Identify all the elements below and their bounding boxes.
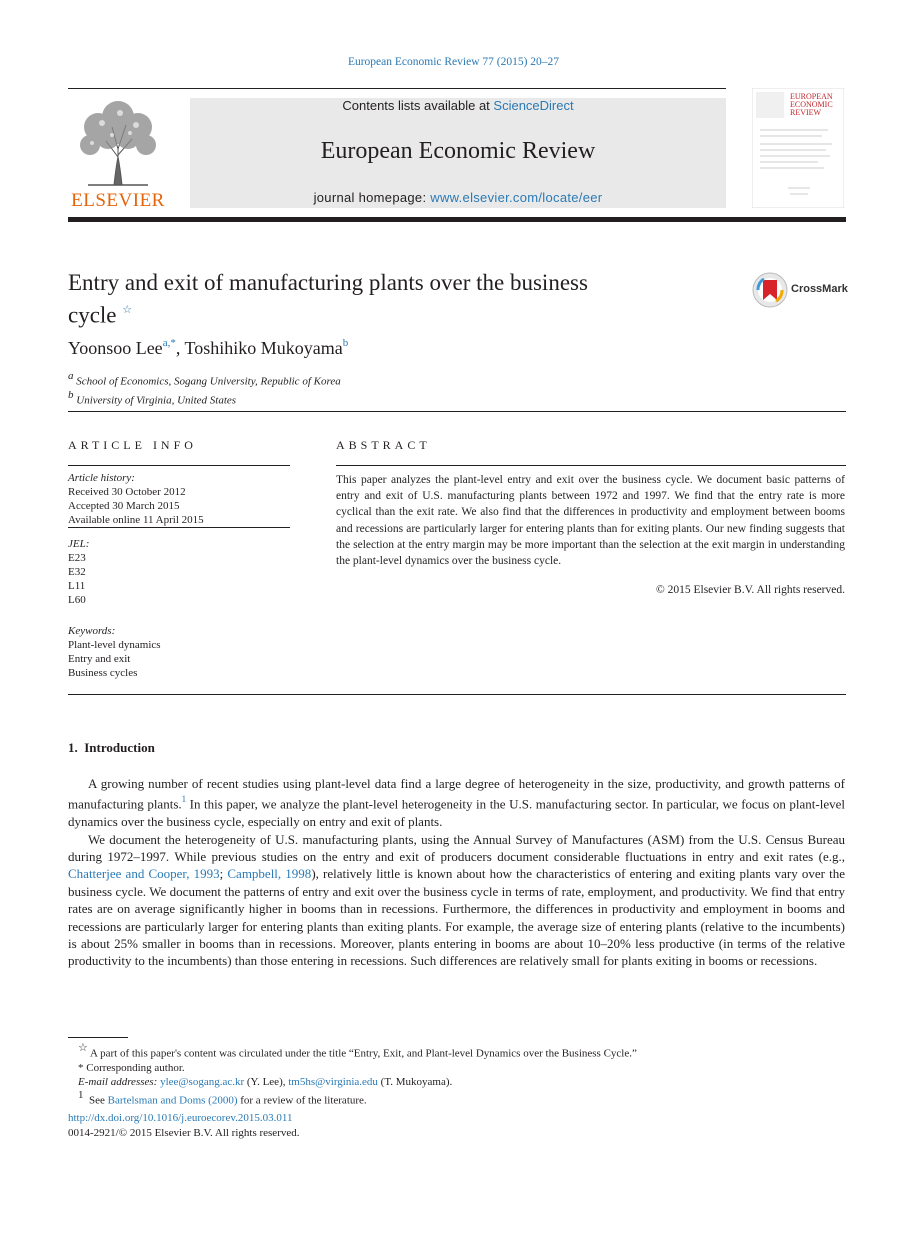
article-info-heading: ARTICLE INFO — [68, 438, 197, 452]
header-top-rule — [68, 88, 726, 89]
divider — [68, 411, 846, 412]
author-separator: , — [175, 338, 185, 358]
crossmark-badge[interactable] — [752, 272, 846, 308]
article-title — [68, 268, 628, 330]
footnote-text: Corresponding author. — [83, 1061, 185, 1074]
abstract-heading: ABSTRACT — [336, 438, 431, 452]
keyword: Plant-level dynamics — [68, 639, 161, 651]
citation-link[interactable]: Chatterjee and Cooper, 1993 — [68, 866, 220, 882]
paragraph — [68, 775, 845, 831]
contents-prefix: Contents lists available at — [342, 98, 494, 113]
jel-code: L60 — [68, 594, 86, 606]
affiliation-label: a — [68, 370, 74, 382]
citation-link[interactable]: Bartelsman and Doms (2000) — [107, 1094, 238, 1107]
homepage-line — [190, 190, 726, 205]
text-span: ), relatively little is known about how the characteristics of entering and exiting plants vary over the business cycle. We document the patterns of entry and exit over the business cycle in terms of rate, employment, and productivity. We find that entry rates are on average significantly higher in booms than in recessions. Furthermore, the differences in productivity and employment in booms and recessions are particularly larger for entering plants than exiting plants. For example, the average size of entering plants (relative to the incumbents) is about 25% smaller in booms than in recessions. Moreover, plants entering in booms are about 10–20% less productive (in terms of the relative productivity to the incumbents) than those entering in recessions. Such differences are relatively small for plants exiting in booms or recessions. — [68, 866, 846, 969]
footnote-mark: * — [78, 1061, 84, 1074]
footnote-1 — [68, 1089, 845, 1108]
keyword: Business cycles — [68, 667, 138, 679]
text-span: ; — [219, 866, 228, 882]
email-link[interactable]: tm5hs@virginia.edu — [288, 1075, 378, 1088]
jel-codes — [68, 537, 89, 607]
abstract-text: This paper analyzes the plant-level entry and exit over the business cycle. We document basic patterns of entry and exit of U.S. manufacturing plants between 1972 and 1997. We find that the entry rate is more cyclical than the exit rate. We also find that the differences in productivity and employment between booms and recessions are particularly larger for entering plants than for exiting plants. Our new finding suggests that the selection at the entry margin may be more important than the selection at the exit margin in understanding the plant-level dynamics over the business cycle. — [336, 474, 845, 568]
abstract-copyright: © 2015 Elsevier B.V. All rights reserved. — [656, 584, 845, 596]
jel-code: E23 — [68, 552, 86, 564]
footnote-text: for a review of the literature. — [237, 1094, 367, 1107]
section-number: 1. — [68, 740, 78, 755]
affiliation-item — [68, 370, 341, 389]
contents-line — [190, 98, 726, 113]
history-item: Accepted 30 March 2015 — [68, 500, 180, 512]
divider — [68, 694, 846, 695]
divider — [68, 465, 290, 466]
footnote-mark: 1 — [78, 1088, 84, 1101]
article-title-text: Entry and exit of manufacturing plants over the business cycle — [68, 270, 588, 328]
cover-title-line-1: EUROPEAN — [790, 92, 833, 101]
footnote-text: (T. Mukoyama). — [377, 1075, 453, 1088]
body-text — [68, 775, 845, 970]
jel-label: JEL: — [68, 538, 90, 550]
history-label: Article history: — [68, 472, 135, 484]
issn-copyright: 0014-2921/© 2015 Elsevier B.V. All rights reserved. — [68, 1127, 300, 1139]
footnote-text: A part of this paper's content was circulated under the title “Entry, Exit, and Plant-level Dynamics over the Business Cycle.” — [87, 1047, 637, 1060]
footnote-ref-1[interactable]: 1 — [181, 794, 187, 805]
homepage-link[interactable]: www.elsevier.com/locate/eer — [430, 190, 603, 205]
text-span: A growing number of recent studies using plant-level data find a large degree of heterogeneity in the size, productivity, and growth patterns of manufacturing plants. — [68, 776, 845, 812]
footnote-mark: ☆ — [78, 1042, 88, 1054]
affiliation-label: b — [68, 388, 74, 401]
title-footnote-star[interactable]: ☆ — [122, 304, 133, 316]
affiliation-item — [68, 389, 341, 408]
footnote-emails — [68, 1075, 845, 1089]
jel-code: E32 — [68, 566, 86, 578]
elsevier-wordmark: ELSEVIER — [71, 190, 165, 211]
affiliation-text: School of Economics, Sogang University, Republic of Korea — [76, 375, 341, 388]
section-heading-introduction — [68, 740, 155, 756]
crossmark-label: CrossMark — [791, 283, 848, 295]
author-list — [68, 338, 348, 359]
citation-link[interactable]: Campbell, 1998 — [227, 866, 312, 882]
footnote-corresponding — [68, 1061, 845, 1075]
keywords-label: Keywords: — [68, 625, 116, 637]
header-bottom-rule — [68, 217, 846, 222]
text-span: We document the heterogeneity of U.S. manufacturing plants, using the Annual Survey of Manufactures (ASM) from the U.S. Census Bureau during 1972–1997. While previous studies on the entry and exit of producers document considerable fluctuations in entry and exit rates (e.g., — [68, 831, 845, 864]
doi-link[interactable]: http://dx.doi.org/10.1016/j.euroecorev.2015.03.011 — [68, 1112, 293, 1124]
footnotes — [68, 1042, 845, 1107]
journal-name: European Economic Review — [320, 138, 596, 164]
history-item: Received 30 October 2012 — [68, 486, 186, 498]
jel-code: L11 — [68, 580, 86, 592]
footnote-rule — [68, 1037, 128, 1038]
author-name: Toshihiko Mukoyama — [184, 338, 343, 358]
sciencedirect-link[interactable]: ScienceDirect — [493, 98, 574, 113]
homepage-prefix: journal homepage: — [313, 190, 431, 205]
affiliation-text: University of Virginia, United States — [76, 394, 237, 407]
journal-citation-link[interactable]: European Economic Review 77 (2015) 20–27 — [347, 56, 560, 68]
paragraph — [68, 831, 845, 970]
email-link[interactable]: ylee@sogang.ac.kr — [160, 1075, 245, 1088]
author-name: Yoonsoo Lee — [68, 338, 163, 358]
text-span: In this paper, we analyze the plant-level heterogeneity in the U.S. manufacturing sector. In particular, we focus on plant-level dynamics over the business cycle, especially on entry and exit of plants. — [68, 796, 845, 830]
keywords — [68, 624, 161, 680]
history-item: Available online 11 April 2015 — [68, 514, 204, 526]
cover-title-line-3: REVIEW — [790, 108, 822, 117]
journal-cover-thumbnail[interactable] — [752, 88, 844, 208]
section-title: Introduction — [84, 740, 155, 755]
footnote-text: (Y. Lee), — [244, 1075, 289, 1088]
author-affil-marker[interactable]: b — [342, 337, 349, 349]
cover-title-line-2: ECONOMIC — [790, 100, 833, 109]
divider — [68, 527, 290, 528]
author-affil-marker[interactable]: a,* — [162, 337, 176, 349]
divider — [336, 465, 846, 466]
affiliations — [68, 370, 341, 407]
footnote-star — [68, 1042, 845, 1061]
footnote-text: See — [83, 1094, 108, 1107]
article-history — [68, 471, 204, 527]
keyword: Entry and exit — [68, 653, 131, 665]
email-label: E-mail addresses: — [78, 1075, 161, 1088]
